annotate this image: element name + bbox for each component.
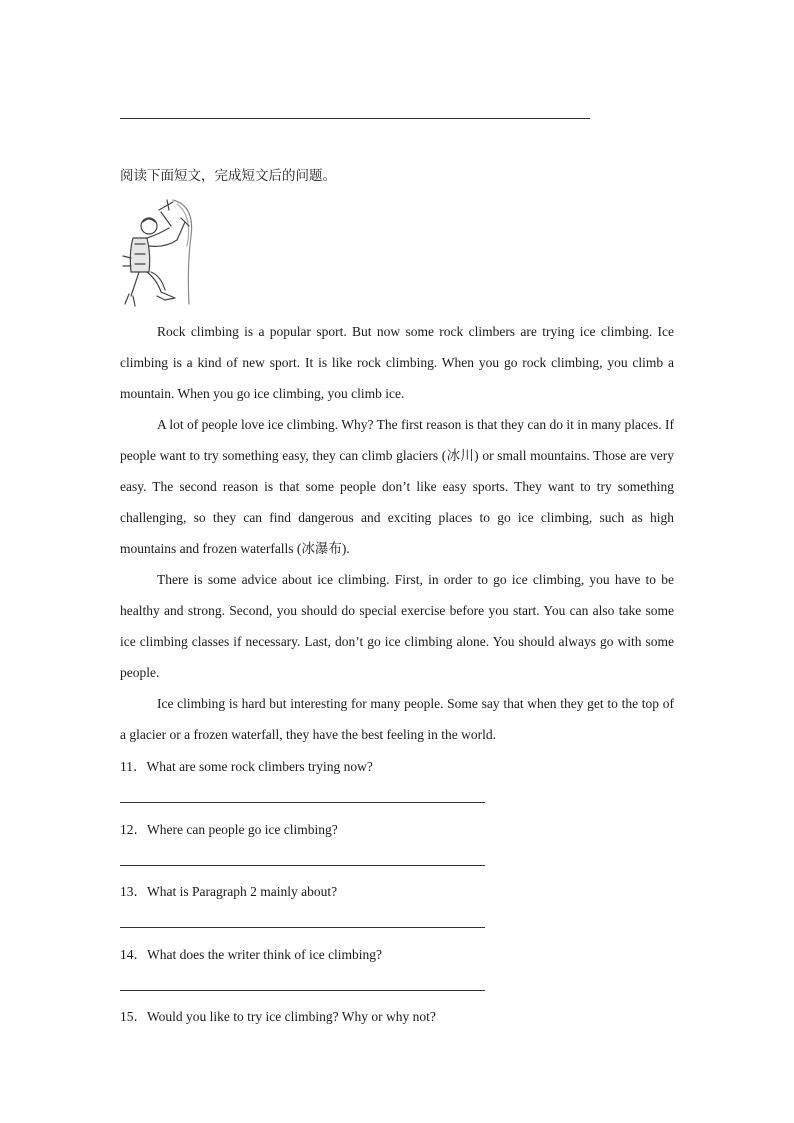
passage-paragraph: Ice climbing is hard but interesting for many people. Some say that when they get to the top of a glacier or a frozen waterfall, they have the best feeling in the world. [120, 696, 674, 742]
question-text: 14．What does the writer think of ice climbing? [120, 946, 383, 962]
question-item [120, 1002, 674, 1065]
instruction-text: 阅读下面短文，完成短文后的问题。 [120, 168, 336, 184]
answer-line[interactable] [120, 990, 485, 991]
passage-paragraph: There is some advice about ice climbing. First, in order to go ice climbing, you have to be healthy and strong. Second, you should do special exercise before you start. You can also take some ice climbing classes if necessary. Last, don’t go ice climbing alone. You should always go with some people. [120, 572, 674, 680]
passage-paragraph: A lot of people love ice climbing. Why? The first reason is that they can do it in many places. If people want to try something easy, they can climb glaciers (冰川) or small mountains. Those are very easy. The second reason is that some people don’t like easy sports. They want to try something challenging, so they can find dangerous and exciting places to go ice climbing, such as high mountains and frozen waterfalls (冰瀑布). [120, 417, 674, 556]
reading-passage [120, 316, 674, 750]
top-divider [120, 118, 590, 119]
passage-paragraph: Rock climbing is a popular sport. But now some rock climbers are trying ice climbing. Ice climbing is a kind of new sport. It is like rock climbing. When you go rock climbing, you climb a mountain. When you go ice climbing, you climb ice. [120, 324, 674, 401]
ice-climber-illustration [113, 196, 197, 308]
answer-line[interactable] [120, 865, 485, 866]
question-text: 15．Would you like to try ice climbing? Why or why not? [120, 1009, 436, 1024]
question-item [120, 877, 674, 940]
question-item [120, 752, 674, 815]
question-item [120, 940, 674, 1003]
question-text: 12．Where can people go ice climbing? [120, 821, 338, 837]
question-list [120, 752, 674, 1065]
answer-line[interactable] [120, 927, 485, 928]
answer-line[interactable] [120, 802, 485, 803]
question-text: 11．What are some rock climbers trying now? [120, 759, 373, 774]
question-item [120, 815, 674, 878]
question-text: 13．What is Paragraph 2 mainly about? [120, 884, 338, 899]
ice-climber-icon [113, 196, 197, 308]
